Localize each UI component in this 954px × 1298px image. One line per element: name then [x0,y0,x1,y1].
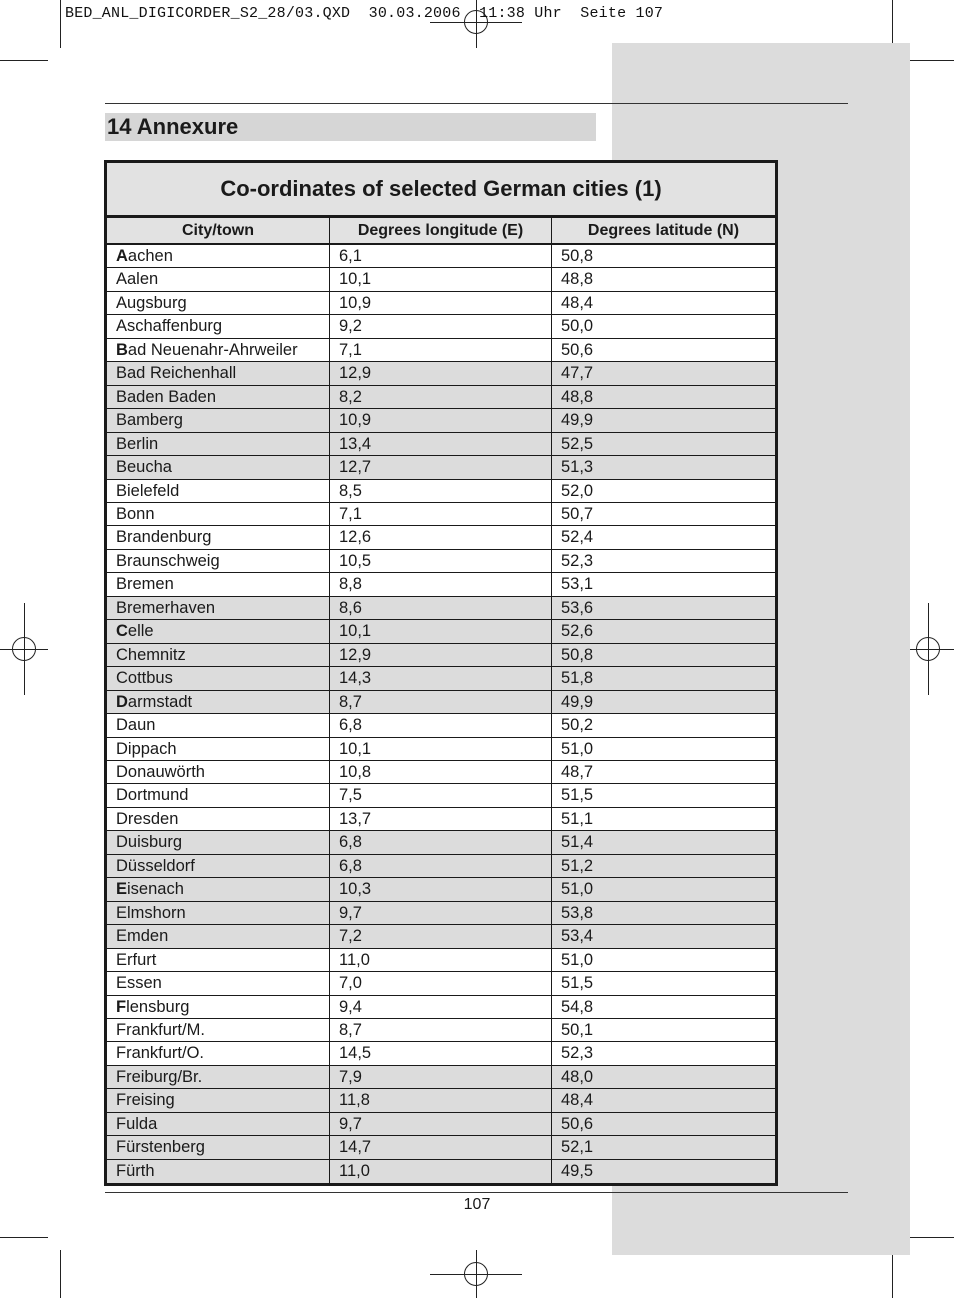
longitude-cell: 9,2 [330,315,552,337]
registration-mark-left [24,603,25,695]
longitude-cell: 11,0 [330,1160,552,1183]
city-name: Berlin [116,434,159,453]
latitude-cell: 51,1 [561,809,594,828]
city-cell [107,855,330,877]
city-name: elle [127,622,154,641]
city-name: isenach [127,880,184,899]
city-cell [107,738,330,760]
city-cell [107,1019,330,1041]
crop-mark [60,1250,61,1298]
print-header: BED_ANL_DIGICORDER_S2_28/03.QXD 30.03.2006 11:38 Uhr Seite 107 [65,5,664,22]
latitude-cell: 52,5 [561,434,594,453]
crop-mark [60,0,61,48]
table-row [107,456,775,479]
longitude-cell: 6,8 [330,855,552,877]
table-row [107,691,775,714]
city-name: Fulda [116,1114,158,1133]
table-row [107,620,775,643]
city-cell [107,1042,330,1064]
table-header-row [107,218,775,245]
city-cell [107,362,330,384]
city-name: lensburg [126,997,190,1016]
latitude-cell: 51,0 [561,950,594,969]
city-cell [107,550,330,572]
table-row [107,855,775,878]
city-cell [107,691,330,713]
latitude-cell: 50,7 [561,504,594,523]
city-cell [107,831,330,853]
longitude-cell: 8,2 [330,386,552,408]
table-row [107,550,775,573]
column-header-city: City/town [107,218,330,243]
table-row [107,480,775,503]
table-row [107,831,775,854]
city-cell [107,268,330,290]
table-row [107,292,775,315]
city-name: Elmshorn [116,903,186,922]
city-name: Freiburg/Br. [116,1067,203,1086]
table-row [107,362,775,385]
table-row [107,1113,775,1136]
latitude-cell: 52,6 [561,622,594,641]
crop-mark [0,60,48,61]
latitude-cell: 48,7 [561,762,594,781]
latitude-cell: 52,0 [561,481,594,500]
city-name: Fürstenberg [116,1138,205,1157]
latitude-cell: 48,4 [561,1091,594,1110]
latitude-cell: 50,8 [561,247,594,265]
city-name: Duisburg [116,833,183,852]
table-row [107,1160,775,1183]
table-row [107,738,775,761]
latitude-cell: 49,5 [561,1161,594,1180]
city-cell [107,972,330,994]
table-row [107,409,775,432]
longitude-cell: 13,7 [330,808,552,830]
city-name: Bremen [116,575,174,594]
latitude-cell: 53,6 [561,598,594,617]
latitude-cell: 53,4 [561,927,594,946]
longitude-cell: 10,9 [330,292,552,314]
latitude-cell: 48,0 [561,1067,594,1086]
table-row [107,597,775,620]
city-cell [107,480,330,502]
city-cell [107,339,330,361]
city-name: Aschaffenburg [116,317,223,336]
city-cell [107,620,330,642]
column-header-latitude: Degrees latitude (N) [587,222,740,239]
latitude-cell: 51,3 [561,458,594,477]
latitude-cell: 50,0 [561,317,594,336]
city-name: achen [127,247,173,265]
city-cell [107,386,330,408]
table-row [107,1042,775,1065]
longitude-cell: 9,7 [330,1113,552,1135]
table-row [107,925,775,948]
crop-mark [0,1237,48,1238]
city-name: Freising [116,1091,175,1110]
longitude-cell: 10,9 [330,409,552,431]
city-cell [107,925,330,947]
latitude-cell: 50,6 [561,340,594,359]
table-row [107,761,775,784]
section-title: 14 Annexure [105,113,596,141]
city-name: Düsseldorf [116,856,195,875]
city-initial: C [116,622,128,641]
table-row [107,573,775,596]
city-name: Bonn [116,504,155,523]
table-row [107,808,775,831]
longitude-cell: 6,1 [330,245,552,267]
city-cell [107,526,330,548]
city-initial: E [116,880,128,899]
longitude-cell: 11,8 [330,1089,552,1111]
city-name: ad Neuenahr-Ahrweiler [127,340,298,359]
latitude-cell: 50,8 [561,645,594,664]
crop-mark [892,0,893,48]
city-cell [107,1160,330,1183]
latitude-cell: 51,4 [561,833,594,852]
city-name: Baden Baden [116,387,217,406]
header-rule [105,103,848,104]
longitude-cell: 10,8 [330,761,552,783]
city-cell [107,902,330,924]
longitude-cell: 7,9 [330,1066,552,1088]
longitude-cell: 12,9 [330,644,552,666]
city-initial: B [116,340,128,359]
table-body [107,245,775,1183]
latitude-cell: 51,5 [561,786,594,805]
latitude-cell: 51,2 [561,856,594,875]
longitude-cell: 13,4 [330,433,552,455]
city-name: Donauwörth [116,762,205,781]
longitude-cell: 6,8 [330,831,552,853]
latitude-cell: 53,1 [561,575,594,594]
longitude-cell: 9,7 [330,902,552,924]
city-name: Bremerhaven [116,598,216,617]
city-name: Augsburg [116,293,187,312]
city-name: Bamberg [116,411,183,430]
longitude-cell: 8,6 [330,597,552,619]
longitude-cell: 10,3 [330,878,552,900]
table-row [107,972,775,995]
city-cell [107,667,330,689]
city-name: Dippach [116,739,177,758]
latitude-cell: 50,6 [561,1114,594,1133]
city-name: Aalen [116,270,159,289]
table-row [107,526,775,549]
longitude-cell: 8,8 [330,573,552,595]
table-row [107,245,775,268]
table-row [107,503,775,526]
coordinates-table [104,160,778,1186]
longitude-cell: 10,1 [330,620,552,642]
latitude-cell: 52,3 [561,1044,594,1063]
column-header-longitude: Degrees longitude (E) [330,218,552,243]
city-name: Fürth [116,1161,155,1180]
latitude-cell: 52,1 [561,1138,594,1157]
table-row [107,949,775,972]
latitude-cell: 50,1 [561,1020,594,1039]
city-name: Dortmund [116,786,189,805]
longitude-cell: 12,7 [330,456,552,478]
footer-rule [105,1192,848,1193]
city-cell [107,573,330,595]
city-cell [107,644,330,666]
city-cell [107,433,330,455]
longitude-cell: 8,7 [330,691,552,713]
city-name: armstadt [127,692,193,711]
city-name: Bad Reichenhall [116,364,237,383]
city-cell [107,245,330,267]
longitude-cell: 11,0 [330,949,552,971]
latitude-cell: 49,9 [561,411,594,430]
city-name: Braunschweig [116,551,220,570]
table-row [107,784,775,807]
table-title: Co-ordinates of selected German cities (1) [107,163,775,218]
city-cell [107,761,330,783]
city-cell [107,292,330,314]
city-initial: F [116,997,127,1016]
longitude-cell: 14,3 [330,667,552,689]
city-cell [107,1113,330,1135]
table-row [107,1136,775,1159]
longitude-cell: 12,6 [330,526,552,548]
city-name: Erfurt [116,950,157,969]
longitude-cell: 10,1 [330,268,552,290]
latitude-cell: 52,4 [561,528,594,547]
latitude-cell: 48,8 [561,387,594,406]
latitude-cell: 48,4 [561,293,594,312]
table-row [107,268,775,291]
longitude-cell: 7,1 [330,339,552,361]
table-row [107,1019,775,1042]
registration-mark-right [906,649,954,650]
longitude-cell: 7,1 [330,503,552,525]
latitude-cell: 54,8 [561,997,594,1016]
table-row [107,644,775,667]
table-row [107,996,775,1019]
city-name: Frankfurt/O. [116,1044,205,1063]
city-cell [107,714,330,736]
registration-mark-bottom [476,1250,477,1298]
city-cell [107,315,330,337]
table-row [107,315,775,338]
latitude-cell: 52,3 [561,551,594,570]
city-name: Daun [116,716,156,735]
longitude-cell: 8,5 [330,480,552,502]
table-row [107,386,775,409]
city-cell [107,808,330,830]
page-number: 107 [463,1196,491,1213]
city-cell [107,597,330,619]
table-row [107,1089,775,1112]
longitude-cell: 8,7 [330,1019,552,1041]
city-cell [107,503,330,525]
latitude-cell: 51,8 [561,669,594,688]
city-initial: A [116,247,128,265]
city-name: Beucha [116,458,172,477]
city-cell [107,1066,330,1088]
city-name: Cottbus [116,669,173,688]
latitude-cell: 48,8 [561,270,594,289]
longitude-cell: 14,7 [330,1136,552,1158]
longitude-cell: 12,9 [330,362,552,384]
crop-mark [906,60,954,61]
crop-mark [906,1237,954,1238]
latitude-cell: 49,9 [561,692,594,711]
city-cell [107,878,330,900]
latitude-cell: 51,5 [561,974,594,993]
city-name: Emden [116,927,169,946]
longitude-cell: 10,1 [330,738,552,760]
longitude-cell: 10,5 [330,550,552,572]
city-cell [107,996,330,1018]
longitude-cell: 7,2 [330,925,552,947]
city-name: Essen [116,974,162,993]
city-cell [107,456,330,478]
city-cell [107,1136,330,1158]
city-name: Bielefeld [116,481,180,500]
longitude-cell: 9,4 [330,996,552,1018]
table-row [107,667,775,690]
longitude-cell: 14,5 [330,1042,552,1064]
registration-mark-right [928,603,929,695]
longitude-cell: 6,8 [330,714,552,736]
latitude-cell: 47,7 [561,364,594,383]
table-row [107,433,775,456]
city-name: Frankfurt/M. [116,1020,205,1039]
latitude-cell: 53,8 [561,903,594,922]
city-name: Chemnitz [116,645,186,664]
latitude-cell: 51,0 [561,739,594,758]
city-cell [107,949,330,971]
latitude-cell: 50,2 [561,716,594,735]
table-row [107,339,775,362]
city-name: Brandenburg [116,528,212,547]
table-row [107,1066,775,1089]
city-cell [107,1089,330,1111]
city-name: Dresden [116,809,179,828]
latitude-cell: 51,0 [561,880,594,899]
longitude-cell: 7,0 [330,972,552,994]
city-cell [107,784,330,806]
city-initial: D [116,692,128,711]
table-row [107,714,775,737]
table-row [107,878,775,901]
city-cell [107,409,330,431]
longitude-cell: 7,5 [330,784,552,806]
table-row [107,902,775,925]
crop-mark [892,1250,893,1298]
